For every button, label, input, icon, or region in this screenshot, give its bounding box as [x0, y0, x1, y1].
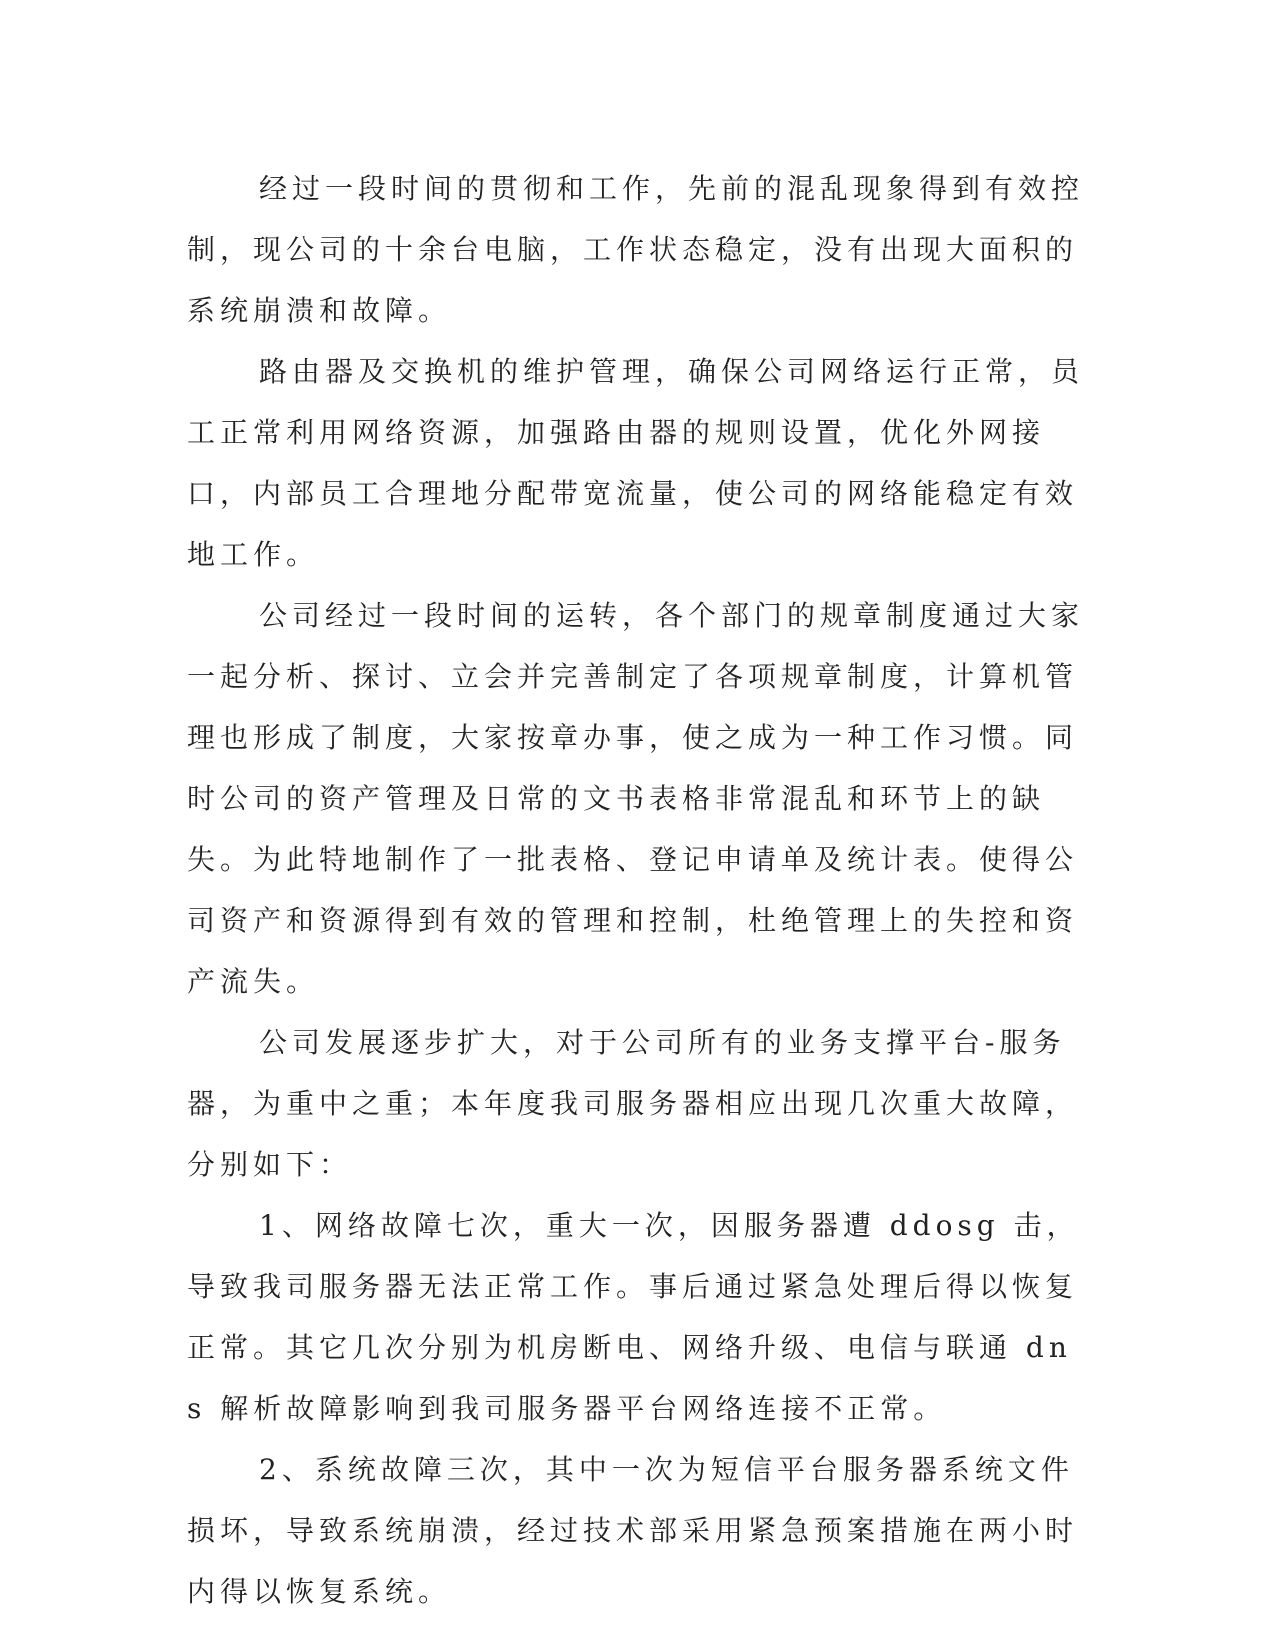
- paragraph-server-faults-intro: 公司发展逐步扩大，对于公司所有的业务支撑平台-服务器，为重中之重；本年度我司服务器相应出现几次重大故障，分别如下：: [187, 1026, 1079, 1181]
- paragraph-computer-status: 经过一段时间的贯彻和工作，先前的混乱现象得到有效控制，现公司的十余台电脑，工作状态稳定，没有出现大面积的系统崩溃和故障。: [187, 172, 1085, 327]
- paragraph-rules-and-forms: 公司经过一段时间的运转，各个部门的规章制度通过大家一起分析、探讨、立会并完善制定了各项规章制度，计算机管理也形成了制度，大家按章办事，使之成为一种工作习惯。同时公司的资产管理及日常的文书表格非常混乱和环节上的缺失。为此特地制作了一批表格、登记申请单及统计表。使得公司资产和资源得到有效的管理和控制，杜绝管理上的失控和资产流失。: [187, 599, 1085, 998]
- paragraph-router-maintenance: 路由器及交换机的维护管理，确保公司网络运行正常，员工正常利用网络资源，加强路由器的规则设置，优化外网接口，内部员工合理地分配带宽流量，使公司的网络能稳定有效地工作。: [187, 355, 1085, 571]
- paragraph-network-faults: 1、网络故障七次，重大一次，因服务器遭 ddosg 击，导致我司服务器无法正常工作。事后通过紧急处理后得以恢复正常。其它几次分别为机房断电、网络升级、电信与联通 dns 解析故障影响到我司服务器平台网络连接不正常。: [187, 1209, 1080, 1425]
- paragraph-system-faults: 2、系统故障三次，其中一次为短信平台服务器系统文件损坏，导致系统崩溃，经过技术部采用紧急预案措施在两小时内得以恢复系统。: [187, 1453, 1079, 1608]
- document-body: [187, 158, 1087, 1622]
